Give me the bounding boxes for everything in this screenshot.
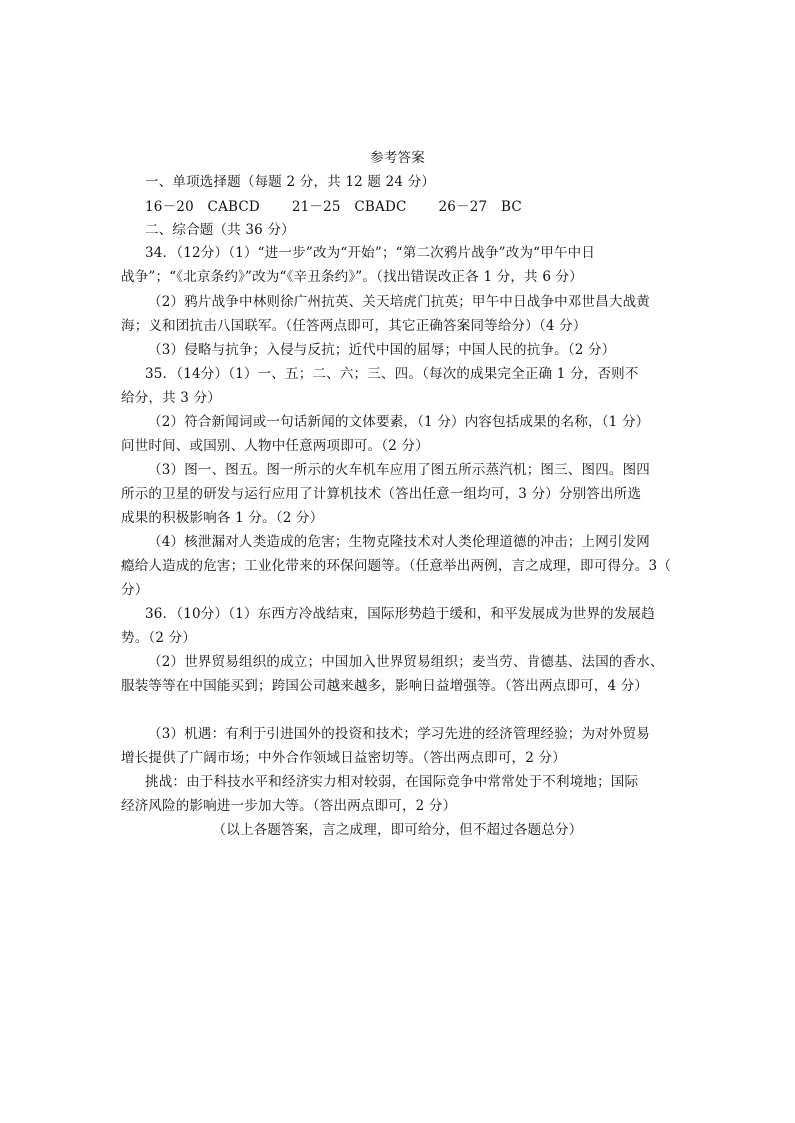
q35-part4-line-1: （4）核泄漏对人类造成的危害；生物克隆技术对人类伦理道德的冲击；上网引发网 — [148, 534, 650, 550]
q35-part2-line-2: 问世时间、或国别、人物中任意两项即可。（2 分） — [121, 438, 429, 454]
q34-part2-line-2: 海；义和团抗击八国联军。（任答两点即可，其它正确答案同等给分）（4 分） — [121, 318, 587, 334]
choice-answers: 16－20 CABCD 21－25 CBADC 26－27 BC — [145, 199, 522, 215]
q34-line-2: 战争”；“《北京条约》”改为“《辛丑条约》”。（找出错误改正各 1 分，共 6 分） — [121, 269, 584, 285]
q35-line-1: 35．（14分）（1）一、五；二、六；三、四。（每次的成果完全正确 1 分，否则不 — [145, 366, 639, 382]
page-title: 参考答案 — [370, 150, 425, 166]
section-heading-single-choice: 一、单项选择题（每题 2 分，共 12 题 24 分） — [145, 174, 436, 190]
closing-note: （以上各题答案，言之成理，即可给分，但不超过各题总分） — [212, 822, 583, 838]
q35-line-2: 给分，共 3 分） — [121, 390, 221, 406]
q34-line-1: 34．（12分）（1）“进一步”改为“开始”；“第二次鸦片战争”改为“甲午中日 — [145, 245, 596, 261]
q35-part3-line-1: （3）图一、图五。图一所示的火车机车应用了图五所示蒸汽机；图三、图四。图四 — [148, 462, 650, 478]
q36-line-2: 势。（2 分） — [121, 630, 197, 646]
q36-part3-line-1: （3）机遇：有利于引进国外的投资和技术；学习先进的经济管理经验；为对外贸易 — [148, 726, 650, 742]
q34-part3: （3）侵略与抗争；入侵与反抗；近代中国的屈辱；中国人民的抗争。（2 分） — [148, 342, 616, 358]
q35-part3-line-2: 所示的卫星的研发与运行应用了计算机技术（答出任意一组均可，3 分）分别答出所选 — [121, 486, 642, 502]
q35-part4-line-2: 瘾给人造成的危害；工业化带来的环保问题等。（任意举出两例，言之成理，即可得分。3（ — [121, 558, 672, 574]
q36-line-1: 36．（10分）（1）东西方冷战结束，国际形势趋于缓和，和平发展成为世界的发展趋 — [145, 606, 655, 622]
q36-part2-line-2: 服装等等在中国能买到；跨国公司越来越多，影响日益增强等。（答出两点即可，4 分） — [121, 678, 649, 694]
q36-part2-line-1: （2）世界贸易组织的成立；中国加入世界贸易组织；麦当劳、肯德基、法国的香水、 — [148, 654, 664, 670]
q35-part4-line-3: 分） — [121, 582, 149, 598]
q35-part3-line-3: 成果的积极影响各 1 分。（2 分） — [121, 510, 324, 526]
q36-part3-line-2: 增长提供了广阔市场；中外合作领域日益密切等。（答出两点即可，2 分） — [121, 750, 566, 766]
q36-challenge-line-1: 挑战：由于科技水平和经济实力相对较弱，在国际竞争中常常处于不利境地；国际 — [145, 774, 639, 790]
section-heading-comprehensive: 二、综合题（共 36 分） — [145, 222, 295, 238]
q34-part2-line-1: （2）鸦片战争中林则徐广州抗英、关天培虎门抗英；甲午中日战争中邓世昌大战黄 — [148, 294, 650, 310]
q36-challenge-line-2: 经济风险的影响进一步加大等。（答出两点即可，2 分） — [121, 798, 457, 814]
q35-part2-line-1: （2）符合新闻词或一句话新闻的文体要素，（1 分）内容包括成果的名称，（1 分） — [148, 414, 650, 430]
